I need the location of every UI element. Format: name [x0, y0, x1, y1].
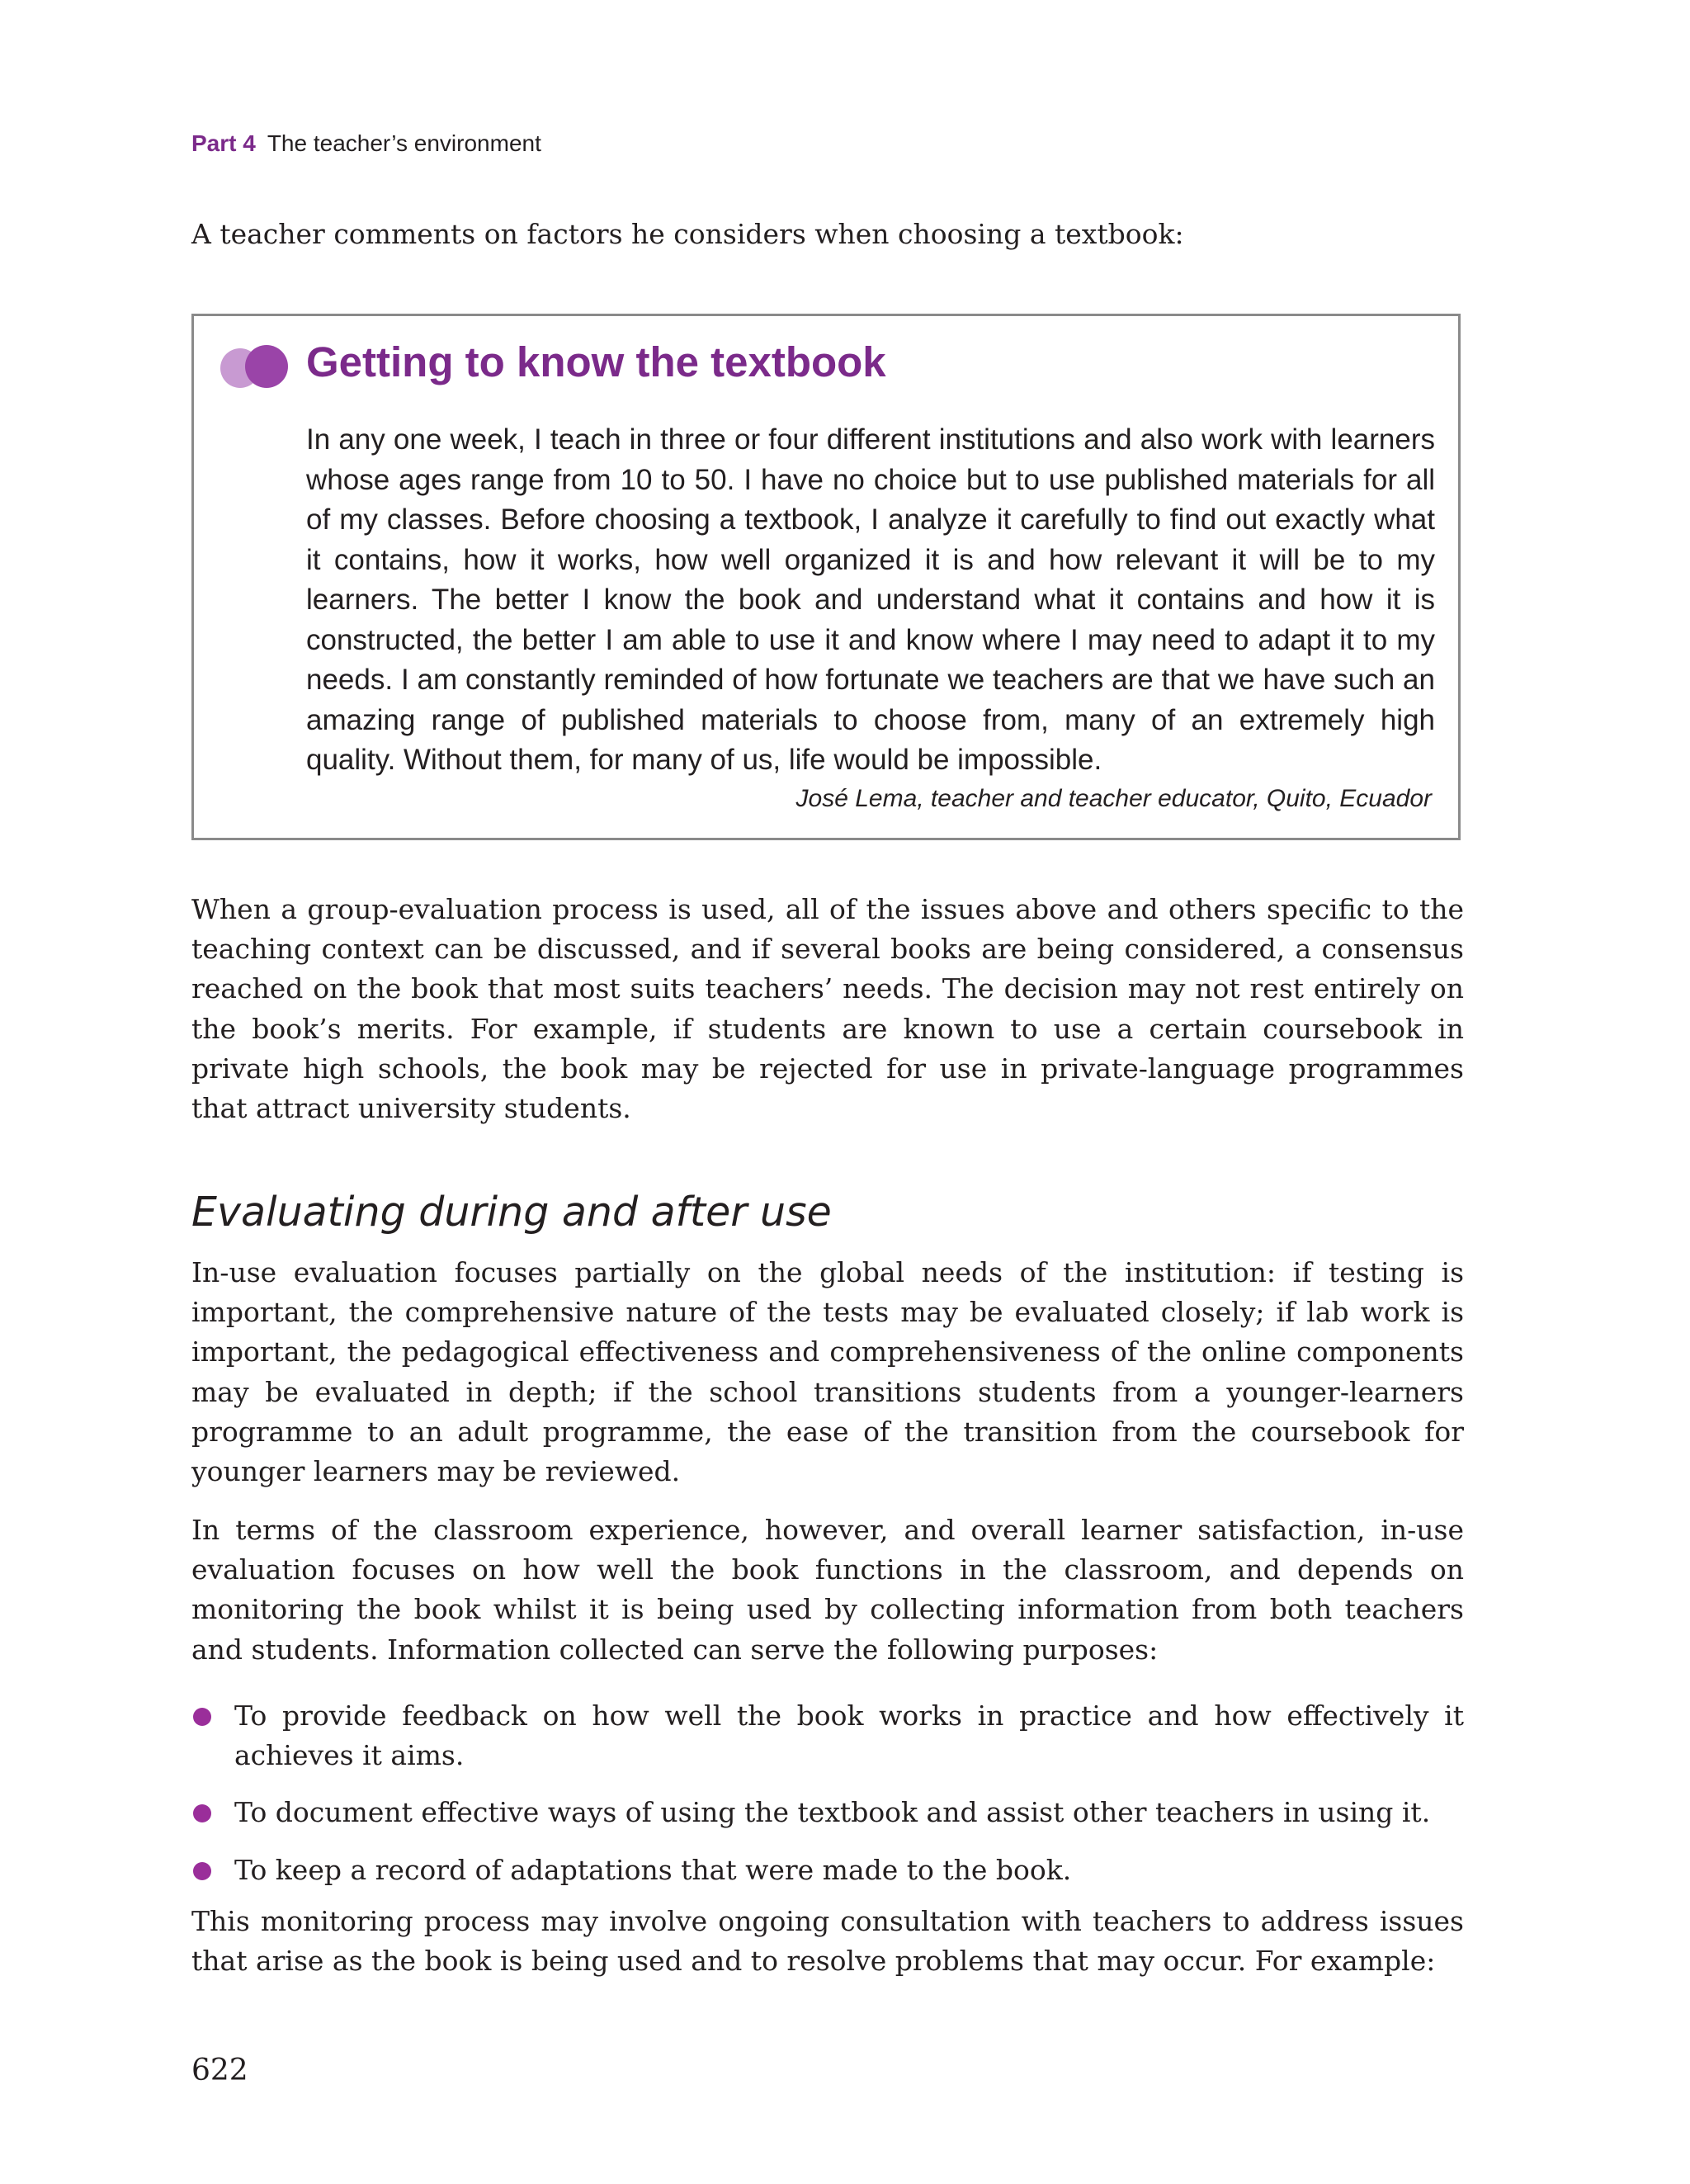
bullet-icon: [193, 1804, 211, 1822]
intro-sentence: A teacher comments on factors he considers when choosing a textbook:: [191, 218, 1184, 250]
list-item-text: To document effective ways of using the textbook and assist other teachers in using it.: [234, 1796, 1431, 1829]
dark-circle: [245, 345, 288, 388]
list-item: [191, 1851, 1464, 1890]
bullet-icon: [193, 1708, 211, 1726]
box-title: Getting to know the textbook: [306, 338, 886, 385]
list-item-text: To provide feedback on how well the book works in practice and how effectively it achieves it aims.: [234, 1699, 1464, 1772]
running-head-part: Part 4: [191, 130, 256, 156]
running-head-title: The teacher’s environment: [267, 130, 541, 156]
paragraph-classroom-experience: In terms of the classroom experience, however, and overall learner satisfaction, in-use evaluation focuses on how well the book functions in the classroom, and depends on monitoring the book whilst it is being used by collecting information from both teachers and students. Information collected can serve the following purposes:: [191, 1514, 1464, 1666]
double-circle-icon: [220, 345, 290, 388]
list-item-text: To keep a record of adaptations that were made to the book.: [234, 1853, 1072, 1886]
list-item: [191, 1696, 1464, 1775]
bullet-icon: [193, 1862, 211, 1880]
box-quote-text: In any one week, I teach in three or four different institutions and also work with learners whose ages range from 10 to 50. I have no choice but to use published materials for all of my classes. Before choosing a textbook, I analyze it carefully to find out exactly what it contains, how it works, how well organized it is and how relevant it will be to my learners. The better I know the book and understand what it contains and how it is constructed, the better I am able to use it and know where I may need to adapt it to my needs. I am constantly reminded of how fortunate we teachers are that we have such an amazing range of published materials to choose from, many of an extremely high quality. Without them, for many of us, life would be impossible.: [306, 423, 1435, 776]
box-attribution: José Lema, teacher and teacher educator, Quito, Ecuador: [795, 785, 1432, 812]
paragraph-in-use-evaluation: In-use evaluation focuses partially on the global needs of the institution: if testing is important, the comprehensive nature of the tests may be evaluated closely; if lab work is important, the pedagogical effectiveness and comprehensiveness of the online components may be evaluated in depth; if the school transitions students from a younger-learners programme to an adult programme, the ease of the transition from the coursebook for younger learners may be reviewed.: [191, 1256, 1464, 1488]
section-heading: Evaluating during and after use: [191, 1189, 832, 1236]
paragraph-group-evaluation: When a group-evaluation process is used, all of the issues above and others specific to the teaching context can be discussed, and if several books are being considered, a consensus reached on the book that most suits teachers’ needs. The decision may not rest entirely on the book’s merits. For example, if students are known to use a certain coursebook in private high schools, the book may be rejected for use in private-language programmes that attract university students.: [191, 893, 1464, 1125]
running-head: [191, 130, 541, 157]
list-item: [191, 1793, 1464, 1832]
purpose-list: [191, 1696, 1464, 1890]
quote-box: [191, 314, 1461, 840]
page-number: 622: [191, 2054, 248, 2087]
paragraph-monitoring: This monitoring process may involve ongoing consultation with teachers to address issues that arise as the book is being used and to resolve problems that may occur. For example:: [191, 1905, 1464, 1978]
